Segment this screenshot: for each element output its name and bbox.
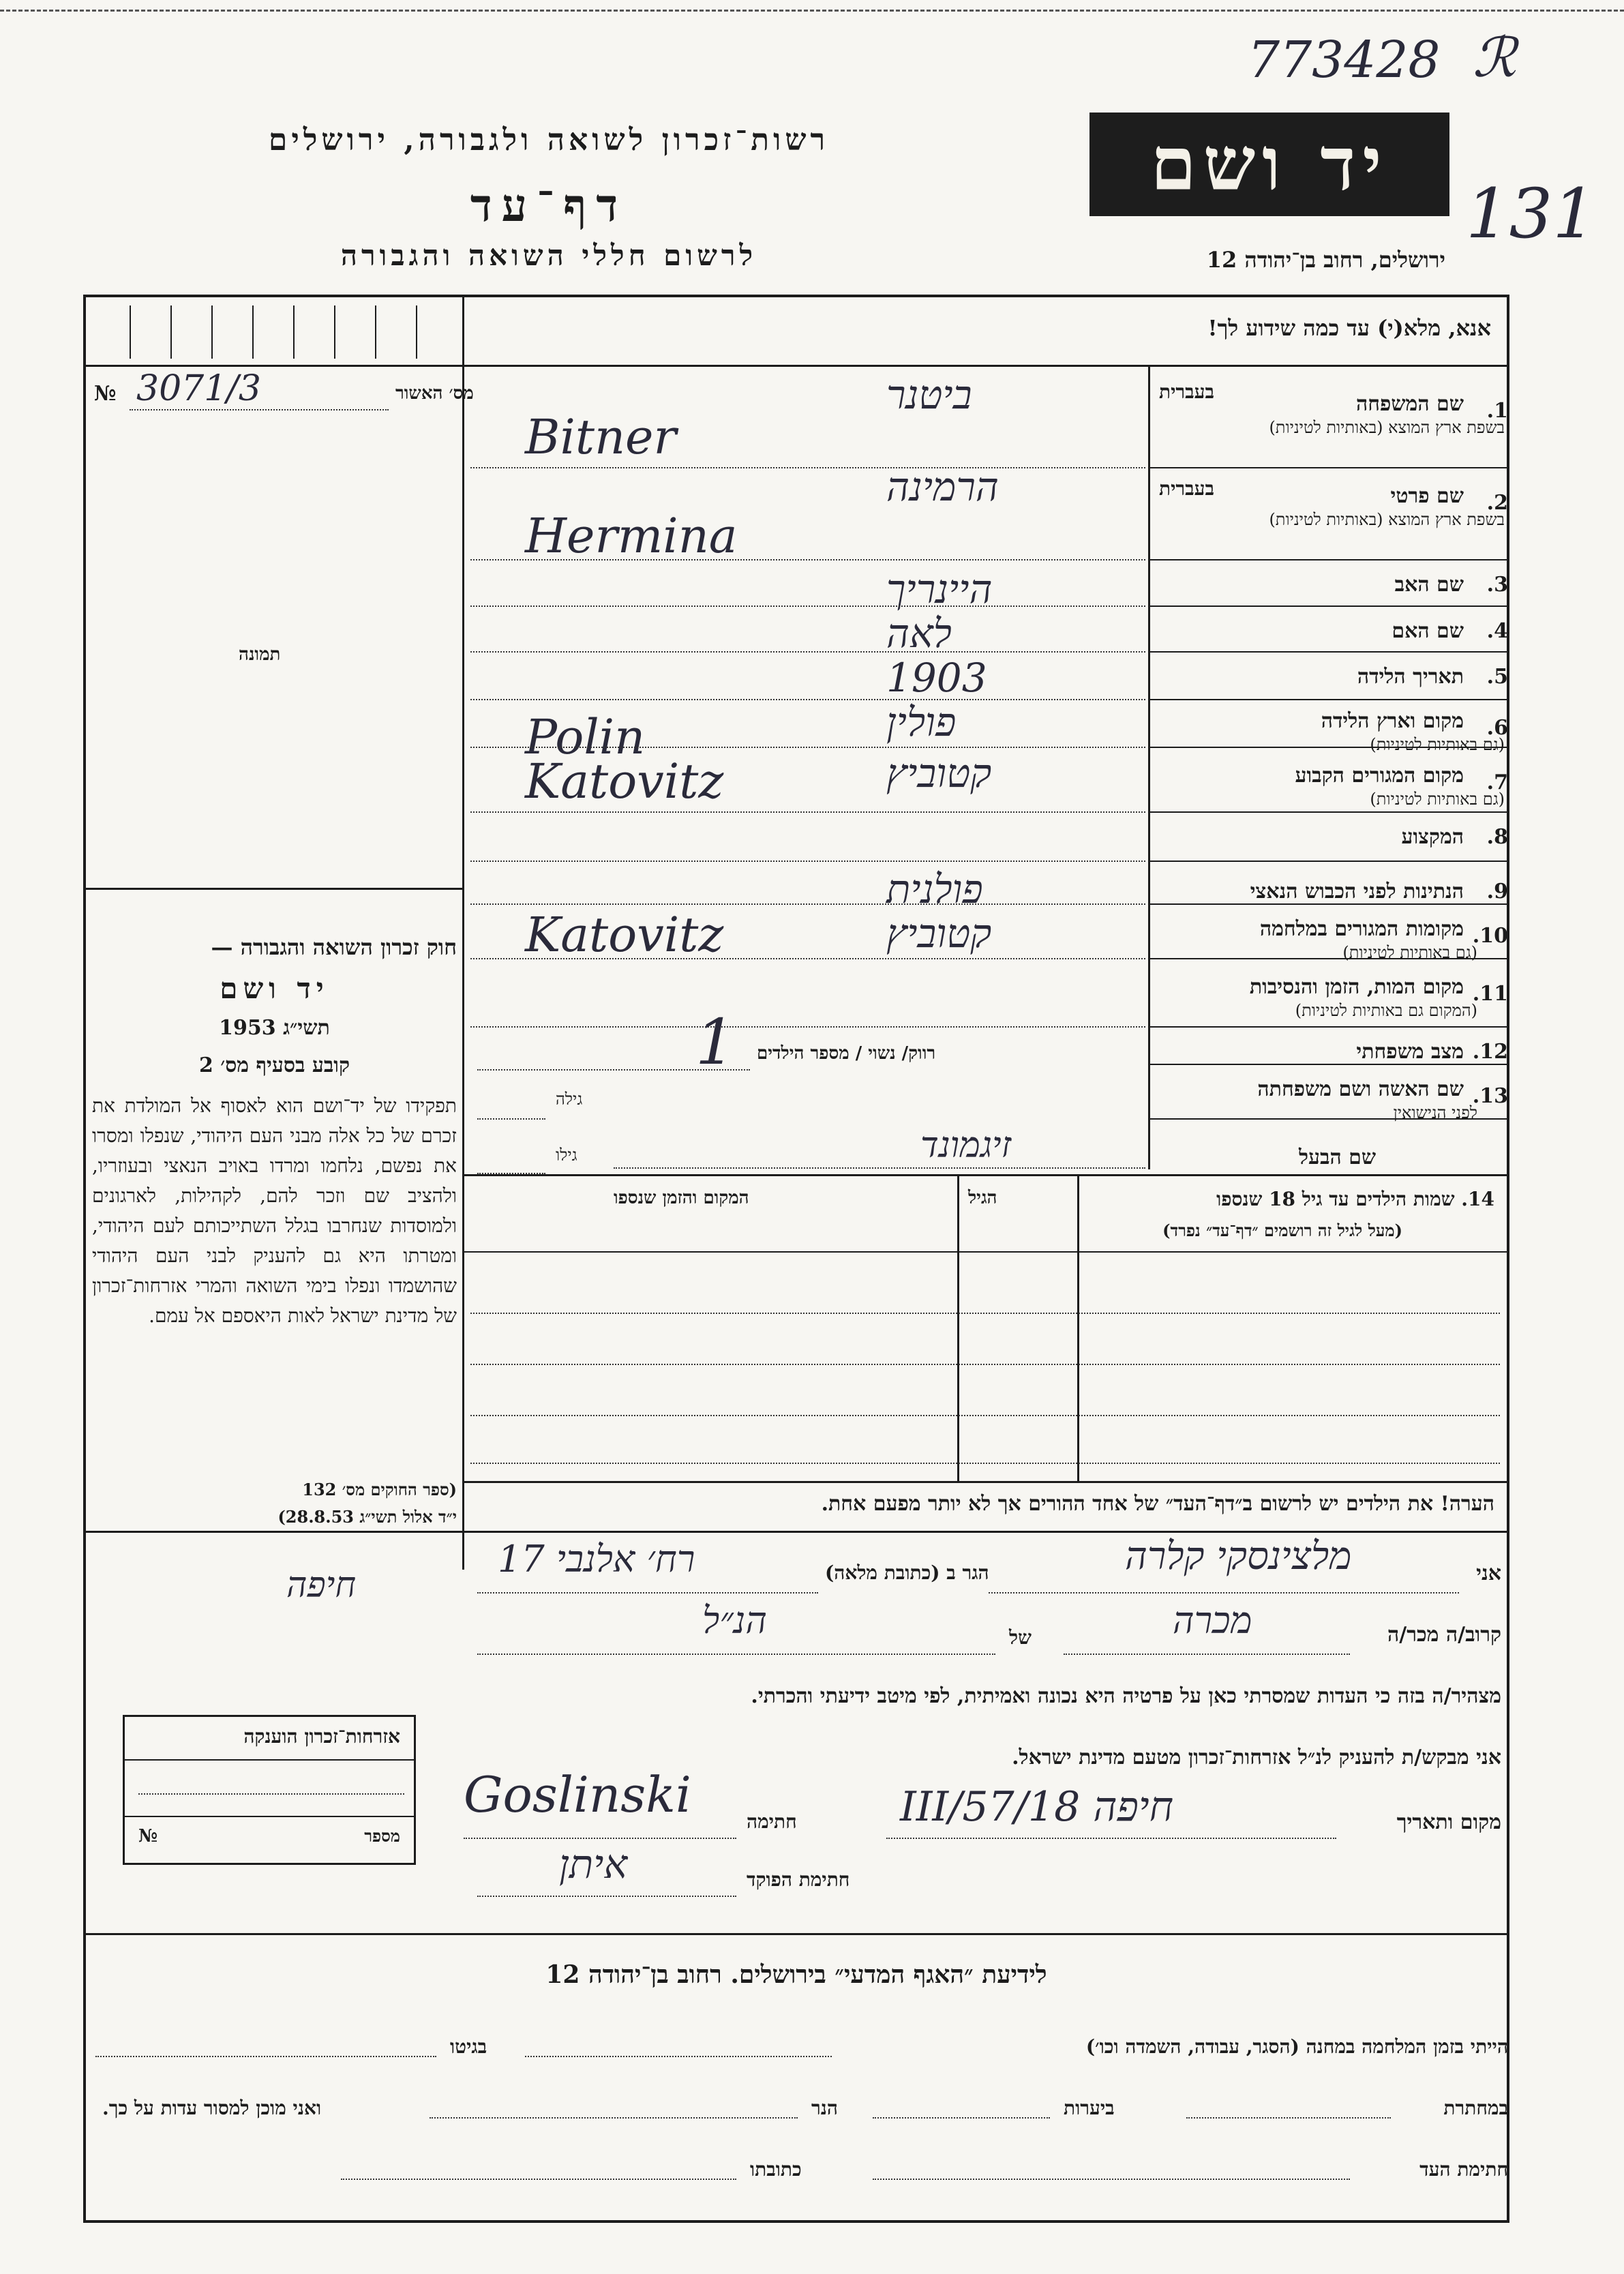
field-separator (1148, 605, 1509, 607)
children-header-note: (מעל לגיל זה רושמים ״דף־עד״ נפרד) (1162, 1221, 1402, 1240)
children-row (470, 1463, 1500, 1464)
field-number: 9. (1486, 880, 1508, 903)
field-value-hebrew: קטוביץ (886, 910, 992, 957)
field-separator (1148, 1064, 1509, 1065)
law-footnote-2: י״ד אלול תשי״ג 28.8.53) (277, 1507, 457, 1527)
signature-label: חתימה (747, 1810, 797, 1833)
office-ticks (102, 305, 457, 359)
field-value-hebrew: פולנית (886, 866, 983, 912)
field-value-hebrew: קטוביץ (886, 750, 992, 796)
registration-label: מס׳ האשור (395, 383, 474, 404)
corner-initials: ℛ (1473, 26, 1516, 89)
field-separator (1148, 861, 1509, 862)
award-number-label: מספר (364, 1826, 400, 1846)
relative-label: קרוב/ה מכר/ה (1387, 1623, 1501, 1647)
field-value-latin: Katovitz (525, 753, 724, 809)
children-header-names: 14. שמות הילדים עד גיל 18 שנספו (1216, 1188, 1494, 1210)
age-label-1: גילה (556, 1090, 583, 1109)
field-value-latin: Katovitz (525, 907, 724, 963)
field-separator (1148, 958, 1509, 959)
field-separator (1148, 747, 1509, 748)
form-subtitle: לרשום חללי השואה והגבורה (340, 239, 757, 272)
declaration-name: מלצינסקי קלרה (1125, 1534, 1352, 1579)
official-label: חתימת הפוקד (747, 1868, 850, 1891)
registration-value: 3071/3 (136, 368, 261, 409)
field-sublabel: בשפת ארץ המוצא (באותיות לטיניות) (1269, 418, 1505, 437)
field-number: 8. (1486, 825, 1508, 849)
law-name: יד ושם (220, 972, 329, 1005)
field-line (470, 811, 1145, 813)
photo-label: תמונה (239, 644, 281, 665)
field-sublabel: לפני הנישואין (1393, 1103, 1477, 1122)
field-label: שם האם (1392, 619, 1464, 643)
children-header-place: המקום והזמן שנספו (614, 1188, 749, 1208)
children-row (470, 1415, 1500, 1416)
field-number: 10. (1472, 924, 1508, 948)
authority-name: רשות־זכרון לשואה ולגבורה, ירושלים (268, 123, 830, 158)
field-label: מקום וארץ הלידה (1321, 709, 1464, 733)
law-text: תפקידו של יד־ושם הוא לאסוף אל המולדת את זכרם של כל אלה מבני העם היהודי, שנפלו ומסרו את נפשם, נלחמו ומרדו באויב הנאצי ובעוזריו, ולהציב שם וזכר להם, לקהילות, לארגונים ולמוסדות שנחרבו בגלל השתייכותם לעם היהודי, ומטרתו היא גם להעניק לבני העם היהודי שהושמדו ונפלו בימי השואה והמרי אזרחות־זכרון של מדינת ישראל לאות היאספם אל עמם. (92, 1094, 457, 1327)
children-header-age: הגיל (968, 1188, 997, 1208)
field-separator (1148, 467, 1509, 468)
field-number: 6. (1486, 716, 1508, 740)
cut-line (0, 10, 1624, 12)
bottom-line-3b: כתובתו (750, 2158, 802, 2181)
award-number-mark: № (138, 1826, 158, 1846)
place-date-value: חיפה 18/III/57 (900, 1783, 1174, 1831)
field-number: 7. (1486, 771, 1508, 794)
statement-2: אני מבקש/ת להעניק לנ״ל אזרחות־זכרון מטעם מדינת ישראל. (1012, 1746, 1501, 1769)
bottom-line-1a: הייתי בזמן המלחמה במחנה (הסגר, עבודה, השמדה וכו׳) (1085, 2035, 1508, 2058)
corner-mark: 131 (1466, 174, 1596, 254)
award-box (123, 1715, 416, 1865)
field-sublabel: (המקום גם באותיות לטיניות) (1295, 1001, 1477, 1020)
children-count: 1 (695, 1006, 736, 1079)
field-label: שם המשפחה (1355, 392, 1464, 416)
field-number: 11. (1472, 982, 1508, 1006)
form-instruction: אנא, מלא(י) עד כמה שידוע לך! (1207, 315, 1491, 341)
form-note: הערה! את הילדים יש לרשום ב״דף־העד״ של אחד ההורים אך לא יותר מפעם אחת. (821, 1492, 1494, 1516)
of-label: של (1009, 1626, 1032, 1649)
statement-1: מצהיר/ה בזה כי העדות שמסרתי כאן על פרטיה היא נכונה ואמיתית, לפי מיטב ידיעתי והכרתי. (751, 1684, 1501, 1708)
award-title: אזרחות־זכרון הוענקה (243, 1725, 400, 1748)
field-value-hebrew: לאה (886, 610, 952, 657)
field-number: 2. (1486, 491, 1508, 515)
field-separator (1148, 1118, 1509, 1120)
field-label: מקומות המגורים במלחמה (1259, 917, 1464, 941)
husband-value: זיגמונד (920, 1125, 1012, 1166)
law-title: חוק זכרון השואה והגבורה — (211, 934, 457, 960)
field-number: 4. (1486, 619, 1508, 643)
field-value-hebrew: ביטנר (886, 372, 972, 418)
field-line (470, 1026, 1145, 1028)
field-label: שם האב (1394, 573, 1464, 597)
field-line (470, 861, 1145, 862)
field-separator (1148, 699, 1509, 700)
field-value-hebrew: פולין (886, 699, 957, 745)
field-line (470, 467, 1145, 468)
field-sublabel: (גם באותיות לטיניות) (1370, 790, 1505, 809)
field-label: מקום המות, הזמן והנסיבות (1249, 975, 1464, 999)
bottom-line-2c: הנר (811, 2097, 838, 2119)
field-value-latin: Bitner (525, 409, 676, 465)
field-line (470, 747, 1145, 748)
bottom-line-3a: חתימת העד (1419, 2158, 1508, 2181)
field-number: 3. (1486, 573, 1508, 597)
field-separator (1148, 811, 1509, 813)
marital-options: רווק/ נשוי / מספר הילדים (757, 1043, 936, 1064)
field-separator (1148, 903, 1509, 905)
field-separator (1148, 559, 1509, 560)
law-year: תשי״ג 1953 (219, 1016, 330, 1040)
resident-label: הגר ב (כתובת מלאה) (825, 1561, 989, 1584)
field-label: הנתינות לפני הכבוש הנאצי (1250, 880, 1464, 903)
declaration-i-label: אני (1476, 1561, 1501, 1585)
law-clause: קובע בסעיף מס׳ 2 (198, 1053, 350, 1077)
field-number: 12. (1472, 1040, 1508, 1064)
field-value-hebrew: 1903 (886, 655, 987, 701)
bottom-title: לידיעת ״האגף המדעי״ בירושלים. רחוב בן־יהודה 12 (545, 1960, 1047, 1989)
field-label: מצב משפחתי (1356, 1040, 1464, 1064)
field-number: 13. (1472, 1084, 1508, 1108)
field-value-latin: Polin (525, 709, 646, 765)
field-label: שם האשה ושם משפחתה (1257, 1077, 1464, 1101)
field-line (470, 605, 1145, 607)
hebrew-tag-1: בעברית (1159, 380, 1215, 403)
official-signature: איתן (559, 1841, 628, 1887)
children-row (470, 1364, 1500, 1365)
field-separator (1148, 1026, 1509, 1028)
field-line (470, 958, 1145, 959)
field-number: 1. (1486, 399, 1508, 423)
field-label: מקום המגורים הקבוע (1295, 764, 1464, 788)
children-row (470, 1313, 1500, 1314)
husband-label: שם הבעל (1299, 1146, 1377, 1169)
bottom-line-1b: בגיטו (450, 2035, 487, 2058)
field-label: תאריך הלידה (1357, 665, 1464, 689)
field-sublabel: (גם באותיות לטיניות) (1370, 735, 1505, 754)
hebrew-tag-2: בעברית (1159, 477, 1215, 500)
declaration-address: רח׳ אלנבי 17 (498, 1538, 695, 1581)
field-value-hebrew: הרמינה (886, 464, 999, 510)
of-value: הנ״ל (702, 1599, 767, 1642)
field-label: המקצוע (1401, 825, 1464, 849)
place-date-label: מקום ותאריך (1396, 1810, 1501, 1834)
law-footnote-1: (ספר החוקים מס׳ 132 (302, 1480, 457, 1499)
archive-number: 773428 (1248, 31, 1441, 89)
field-separator (1148, 651, 1509, 653)
field-line (470, 559, 1145, 560)
field-line (470, 651, 1145, 653)
age-label-2: גילו (556, 1146, 577, 1165)
bottom-line-2a: במחתרת (1443, 2097, 1508, 2119)
field-label: שם פרטי (1390, 484, 1464, 508)
field-number: 5. (1486, 665, 1508, 689)
registration-mark: № (94, 382, 117, 406)
declaration-city: חיפה (286, 1565, 357, 1606)
yad-vashem-logo: יד ושם (1089, 113, 1449, 216)
field-line (470, 699, 1145, 700)
field-sublabel: בשפת ארץ המוצא (באותיות לטיניות) (1269, 510, 1505, 529)
field-value-hebrew: היינריך (886, 566, 993, 612)
bottom-line-2d: ואני מוכן למסור עדות על כך. (102, 2097, 322, 2119)
field-value-latin: Hermina (525, 508, 738, 564)
relation-value: מכרה (1173, 1599, 1252, 1642)
header-address: ירושלים, רחוב בן־יהודה 12 (1206, 247, 1445, 273)
form-title: דף־עד (470, 179, 628, 232)
bottom-line-2b: ביערות (1064, 2097, 1115, 2119)
field-line (470, 903, 1145, 905)
field-sublabel: (גם באותיות לטיניות) (1342, 943, 1477, 962)
signature-value: Goslinski (464, 1766, 691, 1823)
